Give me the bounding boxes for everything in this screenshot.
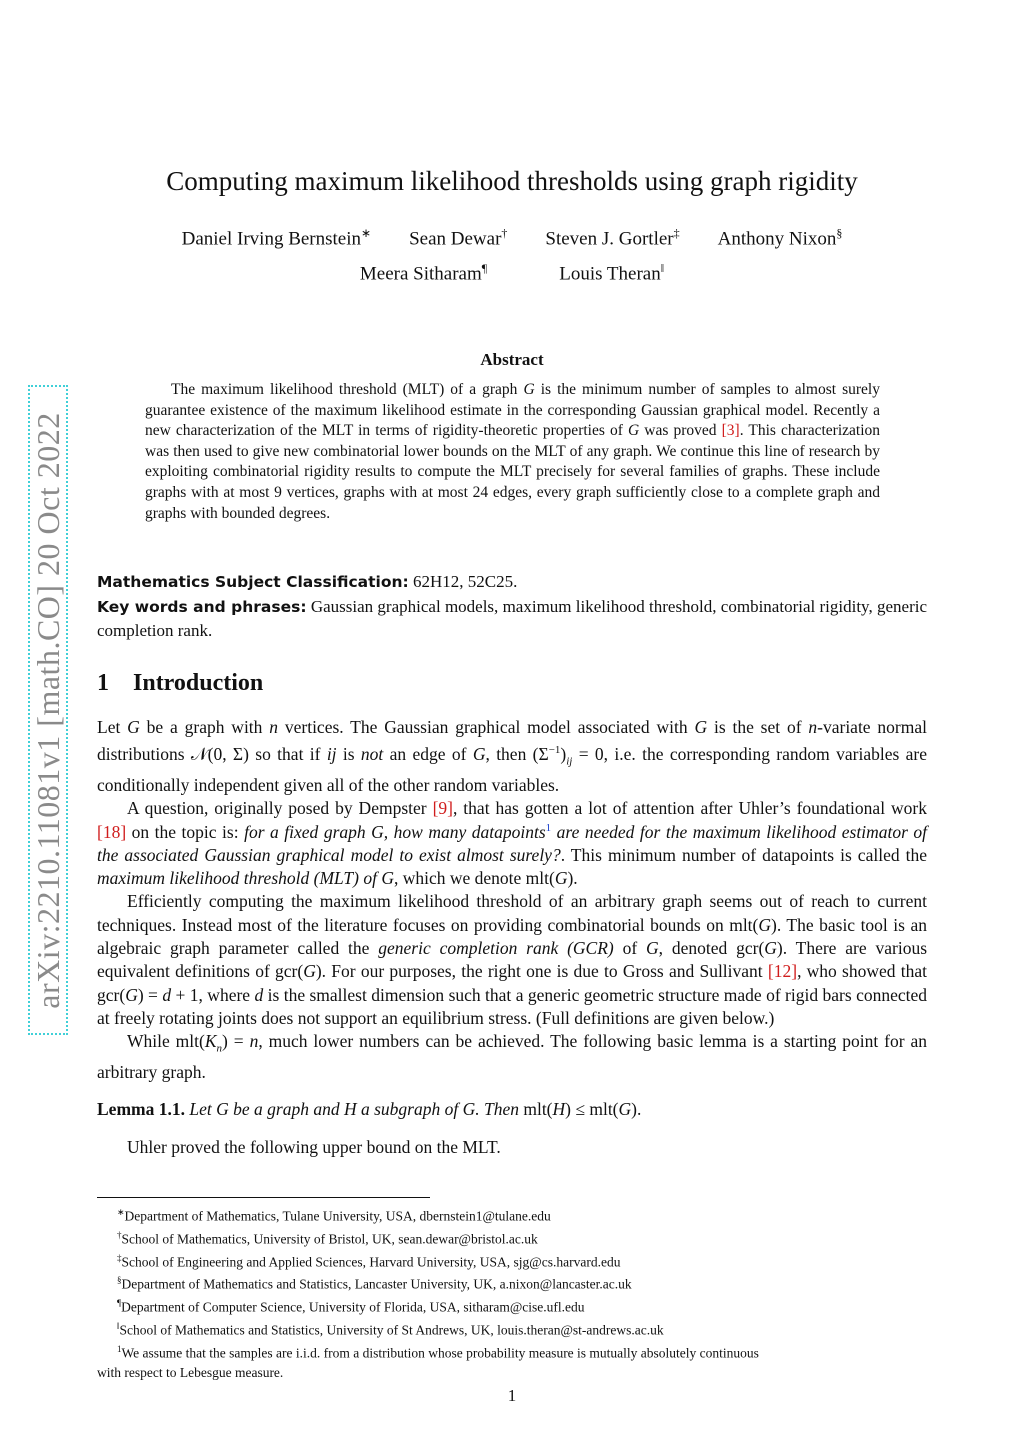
- author-theran: Louis Theran‖: [559, 261, 665, 285]
- authors-row-2: [0, 261, 1024, 285]
- introduction-body: [97, 716, 927, 1159]
- page-number: 1: [507, 1386, 517, 1405]
- footnote-divider: [97, 1197, 430, 1198]
- lemma-1-1: Lemma 1.1. Let G be a graph and H a subgraph of G. Then mlt(H) ≤ mlt(G).: [97, 1099, 642, 1120]
- author-bernstein: Daniel Irving Bernstein∗: [181, 226, 372, 250]
- paragraph-1: Let G be a graph with n vertices. The Gaussian graphical model associated with G is the set of n-variate normal distributions 𝒩(0, Σ) so that if ij is not an edge of G, then $(\Sigma^{-1})_{ij} = 0$, i.e. the corresponding random variables are conditionally independent given all of the other random variables.: [97, 717, 927, 795]
- author-sitharam: Meera Sitharam¶: [359, 261, 488, 285]
- paragraph-5: Uhler proved the following upper bound on the MLT.: [127, 1136, 501, 1157]
- paragraph-4: While $mlt(K_n) = n$, much lower numbers can be achieved. The following basic lemma is a starting point for an arbitrary graph.: [97, 1031, 927, 1082]
- msc-label: Mathematics Subject Classification:: [97, 573, 409, 591]
- arxiv-identifier-stamp[interactable]: [28, 385, 68, 1035]
- citation-link[interactable]: [18]: [97, 821, 127, 842]
- paragraph-2: A question, originally posed by Dempster [9], that has gotten a lot of attention after Uhler’s foundational work [18] on the topic is: for a fixed graph G, how many datapoints$^1$ are needed for the maximum likelihood estimator of the associated Gaussian graphical model to exist almost surely?. This minimum number of datapoints is called the maximum likelihood threshold (MLT) of G, which we denote mlt(G).: [97, 798, 928, 889]
- abstract-text: The maximum likelihood threshold (MLT) of a graph G is the minimum number of samples to almost surely guarantee existence of the maximum likelihood estimate in the corresponding Gaussian graphical model. Recently a new characterization of the MLT in terms of rigidity-theoretic properties of G was proved [3]. This characterization was then used to give new combinatorial lower bounds on the MLT of any graph. We continue this line of research by exploiting combinatorial rigidity results to compute the MLT precisely for several families of graphs. These include graphs with at most 9 vertices, graphs with at most 24 edges, every graph sufficiently close to a complete graph and graphs with bounded degrees.: [145, 381, 880, 522]
- footnotes: [97, 1203, 927, 1382]
- footnote-1: $^1$We assume that the samples are i.i.d. from a distribution whose probability measure is mutually absolutely continuous: [117, 1343, 759, 1361]
- author-dewar: Sean Dewar†: [409, 226, 508, 250]
- citation-link[interactable]: [3]: [721, 422, 740, 440]
- author-gortler: Steven J. Gortler‡: [545, 226, 680, 250]
- author-nixon: Anthony Nixon§: [717, 226, 843, 250]
- footnote-sitharam: ¶Department of Computer Science, University of Florida, USA, sitharam@cise.ufl.edu: [117, 1298, 585, 1315]
- footnote-nixon: §Department of Mathematics and Statistics, Lancaster University, UK, a.nixon@lancaster.ac.uk: [117, 1275, 632, 1292]
- abstract-heading: Abstract: [480, 350, 544, 369]
- paper-title: Computing maximum likelihood thresholds using graph rigidity: [166, 166, 858, 196]
- footnote-dewar: †School of Mathematics, University of Bristol, UK, sean.dewar@bristol.ac.uk: [117, 1229, 538, 1247]
- authors-row-1: [0, 226, 1024, 250]
- footnote-gortler: ‡School of Engineering and Applied Sciences, Harvard University, USA, sjg@cs.harvard.edu: [117, 1252, 621, 1270]
- paragraph-3: Efficiently computing the maximum likelihood threshold of an arbitrary graph seems out of reach to current techniques. Instead most of the literature focuses on providing combinatorial bounds on mlt(G). The basic tool is an algebraic graph parameter called the generic completion rank (GCR) of G, denoted gcr(G). There are various equivalent definitions of gcr(G). For our purposes, the right one is due to Gross and Sullivant [12], who showed that gcr(G) = d + 1, where d is the smallest dimension such that a generic geometric structure made of rigid bars connected at freely rotating joints does not support an equilibrium stress. (Full definitions are given below.): [97, 891, 928, 1028]
- footnote-theran: ‖School of Mathematics and Statistics, University of St Andrews, UK, louis.theran@st-andrews.ac.uk: [117, 1320, 664, 1338]
- footnote-1-continued: with respect to Lebesgue measure.: [97, 1364, 284, 1380]
- section-heading: 1 Introduction: [97, 670, 264, 696]
- citation-link[interactable]: [12]: [767, 961, 798, 982]
- classification-block: [97, 570, 927, 643]
- footnote-ref[interactable]: 1: [545, 821, 552, 834]
- keywords-value: Gaussian graphical models, maximum likelihood threshold, combinatorial rigidity, generic completion rank.: [97, 596, 927, 640]
- msc-value: 62H12, 52C25.: [408, 572, 518, 591]
- footnote-bernstein: ∗Department of Mathematics, Tulane University, USA, dbernstein1@tulane.edu: [117, 1207, 551, 1224]
- citation-link[interactable]: [9]: [432, 798, 453, 819]
- arxiv-id-text: arXiv:2210.11081v1 [math.CO] 20 Oct 2022: [29, 411, 66, 1009]
- keywords-label: Key words and phrases:: [97, 597, 307, 616]
